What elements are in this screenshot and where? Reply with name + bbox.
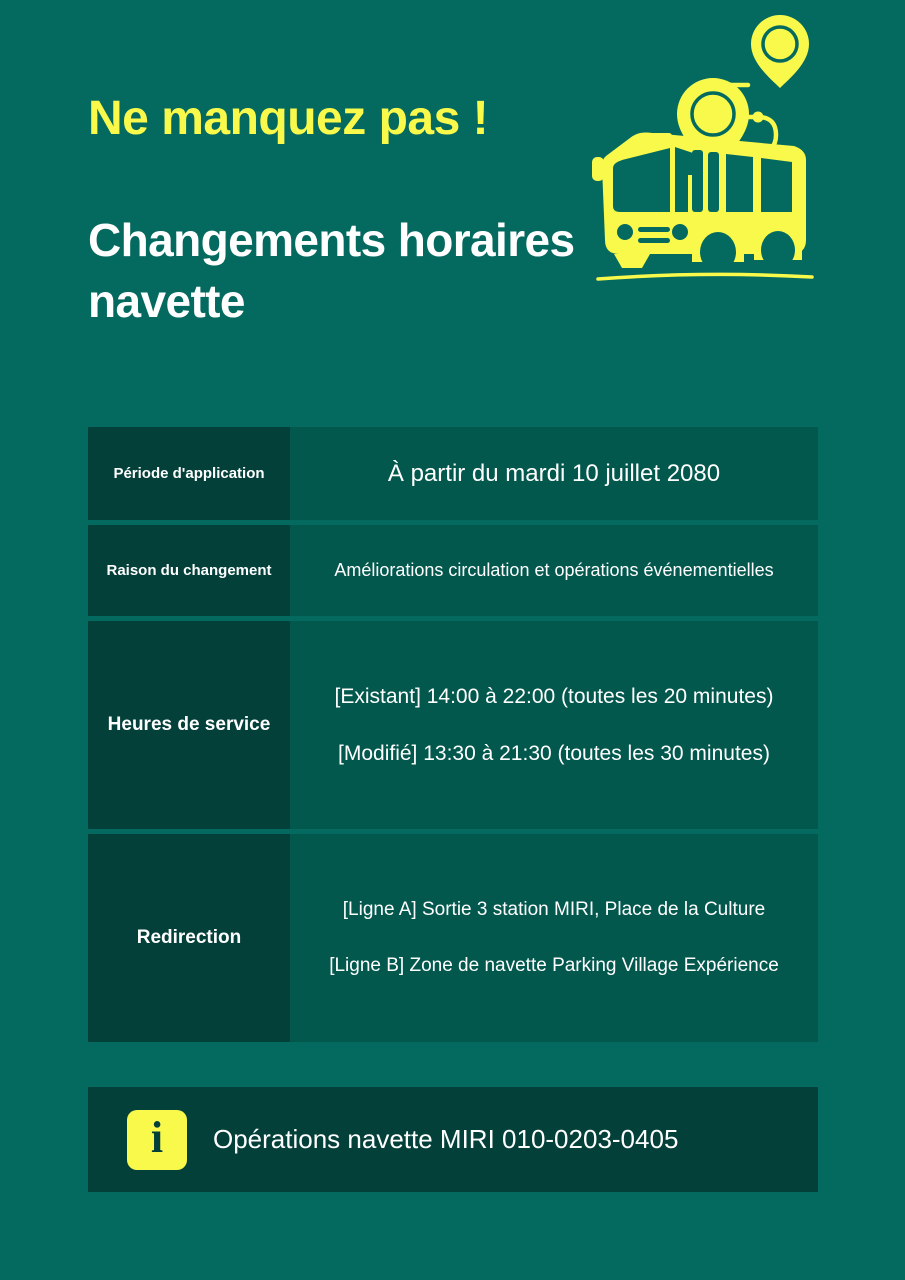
row-label: Raison du changement [88,525,290,616]
route-node-icon [753,112,764,123]
table-row [88,525,818,616]
row-value-line: À partir du mardi 10 juillet 2080 [387,459,721,487]
row-value-line: Améliorations circulation et opérations événementielles [334,559,774,580]
row-label: Période d'application [88,427,290,520]
map-pin-icon [751,15,809,88]
contact-text: Opérations navette MIRI 010-0203-0405 [213,1124,679,1154]
row-value-line: [Ligne A] Sortie 3 station MIRI, Place de la Culture [342,898,766,920]
row-value [290,525,818,616]
row-label: Heures de service [88,621,290,829]
row-value-line: [Modifié] 13:30 à 21:30 (toutes les 30 minutes) [338,742,770,765]
shuttle-illustration [580,0,830,300]
row-value [290,427,818,520]
table-row [88,427,818,520]
row-value-line: [Ligne B] Zone de navette Parking Village Expérience [329,954,779,976]
page-title: Changements horaires navette [88,214,575,327]
row-label: Redirection [88,834,290,1042]
info-table [88,427,818,1042]
table-row [88,834,818,1042]
bus-icon [592,133,812,279]
table-row [88,621,818,829]
info-icon: i [127,1110,187,1170]
row-value [290,834,818,1042]
row-value-line: [Existant] 14:00 à 22:00 (toutes les 20 minutes) [334,684,774,708]
row-value [290,621,818,829]
contact-footer [88,1087,818,1192]
eyebrow-text: Ne manquez pas ! [88,92,489,145]
